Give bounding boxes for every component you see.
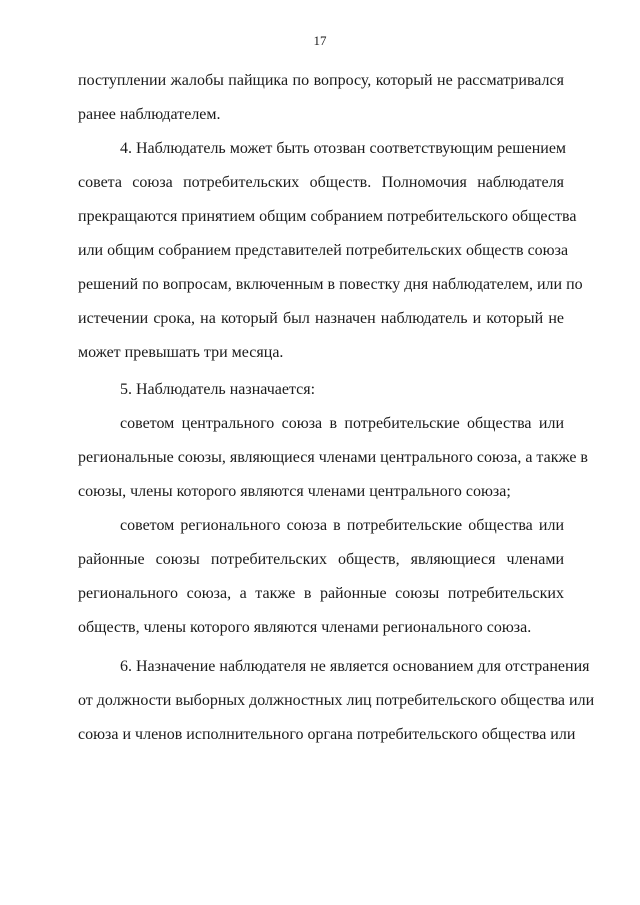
paragraph-5 bbox=[78, 379, 588, 651]
text-line: истечении срока, на который был назначен наблюдатель и который не bbox=[78, 310, 564, 327]
text-line: районные союзы потребительских обществ, являющиеся членами bbox=[78, 551, 564, 568]
text-line: 4. Наблюдатель может быть отозван соответствующим решением bbox=[120, 140, 567, 157]
paragraph-continuation bbox=[78, 70, 564, 138]
page-number: 17 bbox=[313, 33, 327, 48]
text-line: регионального союза, а также в районные союзы потребительских bbox=[78, 585, 564, 602]
paragraph-4 bbox=[78, 138, 583, 376]
text-line: советом регионального союза в потребительские общества или bbox=[120, 517, 564, 534]
paragraph-6 bbox=[78, 656, 595, 758]
text-line: советом центрального союза в потребительские общества или bbox=[120, 415, 564, 432]
text-line: союза и членов исполнительного органа потребительского общества или bbox=[78, 726, 576, 743]
text-line: ранее наблюдателем. bbox=[78, 106, 221, 123]
text-line: региональные союзы, являющиеся членами центрального союза, а также в bbox=[78, 449, 588, 466]
text-line: или общим собранием представителей потребительских обществ союза bbox=[78, 242, 569, 259]
text-line: от должности выборных должностных лиц потребительского общества или bbox=[78, 692, 595, 709]
text-line: прекращаются принятием общим собранием потребительского общества bbox=[78, 208, 577, 225]
text-line: решений по вопросам, включенным в повестку дня наблюдателем, или по bbox=[78, 276, 583, 293]
text-line: 6. Назначение наблюдателя не является основанием для отстранения bbox=[120, 658, 590, 675]
text-line: поступлении жалобы пайщика по вопросу, который не рассматривался bbox=[78, 72, 564, 89]
text-line: может превышать три месяца. bbox=[78, 344, 284, 361]
text-line: обществ, члены которого являются членами регионального союза. bbox=[78, 619, 532, 636]
text-line: 5. Наблюдатель назначается: bbox=[120, 381, 316, 398]
text-line: союзы, члены которого являются членами центрального союза; bbox=[78, 483, 511, 500]
text-line: совета союза потребительских обществ. Полномочия наблюдателя bbox=[78, 174, 564, 191]
